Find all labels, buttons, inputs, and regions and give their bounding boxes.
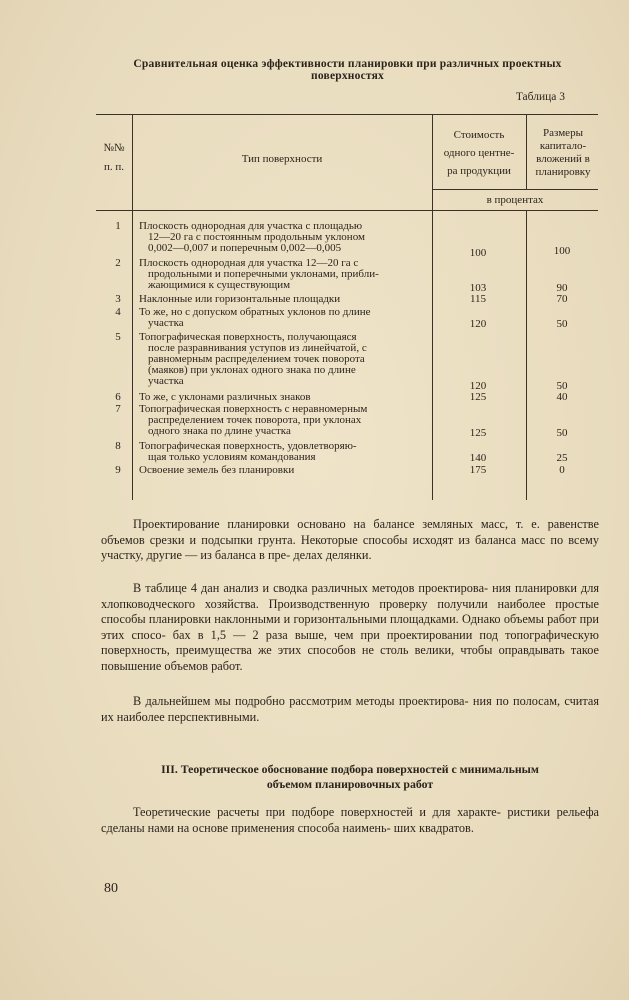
row-description-line: участка xyxy=(148,317,184,329)
header-investment-line-2: капитало- xyxy=(539,140,587,152)
row-investment: 50 xyxy=(556,318,568,330)
row-description xyxy=(139,465,429,476)
paragraph-2 xyxy=(101,581,599,674)
row-investment: 50 xyxy=(556,380,568,392)
paragraph-line: и горизонтальными площадками. Однако объемы работ при этих спосо- xyxy=(101,612,599,642)
row-number: 9 xyxy=(115,464,121,476)
paragraph-line: ния по полосам, считая их наиболее перспективными. xyxy=(101,694,600,724)
header-investment xyxy=(526,127,600,179)
paragraph-line: ристики рельефа сделаны нами на основе применения способа наимень- xyxy=(101,805,600,835)
header-cost xyxy=(432,126,526,180)
paragraph-line: ния планировки для хлопководческого хозяйства. Производственную xyxy=(101,581,599,611)
row-description-line: То же, но с допуском обратных уклонов по длине xyxy=(139,306,371,318)
header-number-line-1: №№ xyxy=(103,142,125,154)
table-title xyxy=(90,58,605,82)
row-description-line: равномерным распределением точек поворота xyxy=(148,353,365,365)
page-number: 80 xyxy=(104,881,118,896)
row-cost: 120 xyxy=(469,318,487,330)
row-description-line: Плоскость однородная для участка с площадью xyxy=(139,220,363,232)
row-description-line: жающимися к существующим xyxy=(148,279,291,291)
paragraph-3 xyxy=(101,694,599,725)
paragraph-line: т. е. равенстве объемов срезки и подсыпки грунта. Некоторые способы xyxy=(101,517,599,547)
table-top-rule xyxy=(96,114,598,115)
row-description-line: участка xyxy=(148,375,184,387)
header-percent: в процентах xyxy=(486,194,544,206)
row-description-line: одного знака по длине участка xyxy=(148,425,291,437)
row-investment: 90 xyxy=(556,282,568,294)
row-cost: 175 xyxy=(469,464,487,476)
section-heading-line-1: III. Теоретическое обоснование подбора поверхностей с минимальным xyxy=(161,762,539,776)
row-description xyxy=(139,441,429,463)
row-description-line: щая только условиям командования xyxy=(148,451,316,463)
row-number: 7 xyxy=(115,403,121,415)
row-investment: 100 xyxy=(553,245,571,257)
table-title-line-2: поверхностях xyxy=(311,70,384,82)
row-description-line: 12—20 га с постоянным продольным уклоном xyxy=(148,231,365,243)
row-description-line: Топографическая поверхность с неравномерным xyxy=(139,403,368,415)
row-description xyxy=(139,258,429,291)
row-description-line: после разравнивания уступов из линейчатой, с xyxy=(148,342,367,354)
row-description-line: распределением точек поворота, при уклонах xyxy=(148,414,362,426)
table-label: Таблица 3 xyxy=(515,91,565,103)
row-description-line: продольными и поперечными уклонами, прибли- xyxy=(148,268,379,280)
row-description-line: То же, с уклонами различных знаков xyxy=(139,391,311,403)
row-description xyxy=(139,294,429,305)
row-investment: 70 xyxy=(556,293,568,305)
paragraph-4 xyxy=(101,805,599,836)
row-number: 5 xyxy=(115,331,121,343)
header-cost-line-3: ра продукции xyxy=(447,165,511,177)
row-cost: 125 xyxy=(469,391,487,403)
row-description-line: Наклонные или горизонтальные площадки xyxy=(139,293,341,305)
paragraph-line: В дальнейшем мы подробно рассмотрим методы проектирова- xyxy=(133,694,469,708)
header-percent-rule xyxy=(432,189,598,190)
header-investment-line-1: Размеры xyxy=(543,127,583,139)
paragraph-line: поверхность, преимущества же этих способов не столь велики, чтобы xyxy=(101,643,493,657)
paragraph-line: исходят из баланса масс по всему участку, другие — из баланса в пре- xyxy=(101,532,599,562)
row-number: 4 xyxy=(115,306,121,318)
row-cost: 103 xyxy=(469,282,487,294)
paragraph-line: проверку получили наиболее простые способы планировки наклонными xyxy=(101,596,599,626)
table-title-line-1: Сравнительная оценка эффективности планировки при различных проектных xyxy=(133,58,562,70)
header-number-line-2: п. п. xyxy=(103,161,125,173)
row-investment: 25 xyxy=(556,452,568,464)
row-description xyxy=(139,332,429,387)
row-description-line: 0,002—0,007 и поперечным 0,002—0,005 xyxy=(148,242,342,254)
header-cost-line-2: одного центне- xyxy=(443,147,515,159)
paragraph-line: оправдывать такое повышение объемов работ. xyxy=(101,643,599,673)
row-description-line: Топографическая поверхность, получающаяся xyxy=(139,331,357,343)
row-number: 2 xyxy=(115,257,121,269)
row-cost: 100 xyxy=(469,247,487,259)
paragraph-line: В таблице 4 дан анализ и сводка различных методов проектирова- xyxy=(133,581,489,595)
paragraph-line: бах в 1,5 — 2 раза выше, чем при проектировании под топографическую xyxy=(172,627,599,642)
header-type: Тип поверхности xyxy=(241,153,323,165)
header-investment-line-4: планировку xyxy=(535,166,591,178)
header-investment-line-3: вложений в xyxy=(536,153,590,165)
row-description xyxy=(139,392,429,403)
paragraph-1 xyxy=(101,517,599,564)
section-heading xyxy=(101,762,599,792)
row-description xyxy=(139,404,429,437)
header-cost-line-1: Стоимость xyxy=(453,129,505,141)
paragraph-line: Теоретические расчеты при подборе поверхностей и для характе- xyxy=(133,805,501,819)
row-description xyxy=(139,307,429,329)
row-description-line: (маяков) при уклонах одного знака по длине xyxy=(148,364,356,376)
paragraph-line: делах делянки. xyxy=(293,548,372,562)
row-investment: 50 xyxy=(556,427,568,439)
section-heading-line-2: объемом планировочных работ xyxy=(266,777,434,791)
row-number: 1 xyxy=(115,220,121,232)
row-description-line: Плоскость однородная для участка 12—20 га с xyxy=(139,257,359,269)
row-cost: 120 xyxy=(469,380,487,392)
paragraph-line: ших квадратов. xyxy=(393,820,474,835)
row-cost: 125 xyxy=(469,427,487,439)
paragraph-line: Проектирование планировки основано на балансе земляных масс, xyxy=(133,517,509,531)
row-description-line: Освоение земель без планировки xyxy=(139,464,295,476)
row-description xyxy=(139,221,429,254)
row-number: 6 xyxy=(115,391,121,403)
header-number xyxy=(96,141,132,175)
row-investment: 40 xyxy=(556,391,568,403)
row-description-line: Топографическая поверхность, удовлетворяю- xyxy=(139,440,357,452)
row-number: 3 xyxy=(115,293,121,305)
header-bottom-rule xyxy=(96,210,598,211)
row-cost: 140 xyxy=(469,452,487,464)
row-number: 8 xyxy=(115,440,121,452)
row-investment: 0 xyxy=(559,464,565,476)
column-divider-1 xyxy=(132,114,133,500)
row-cost: 115 xyxy=(469,293,487,305)
